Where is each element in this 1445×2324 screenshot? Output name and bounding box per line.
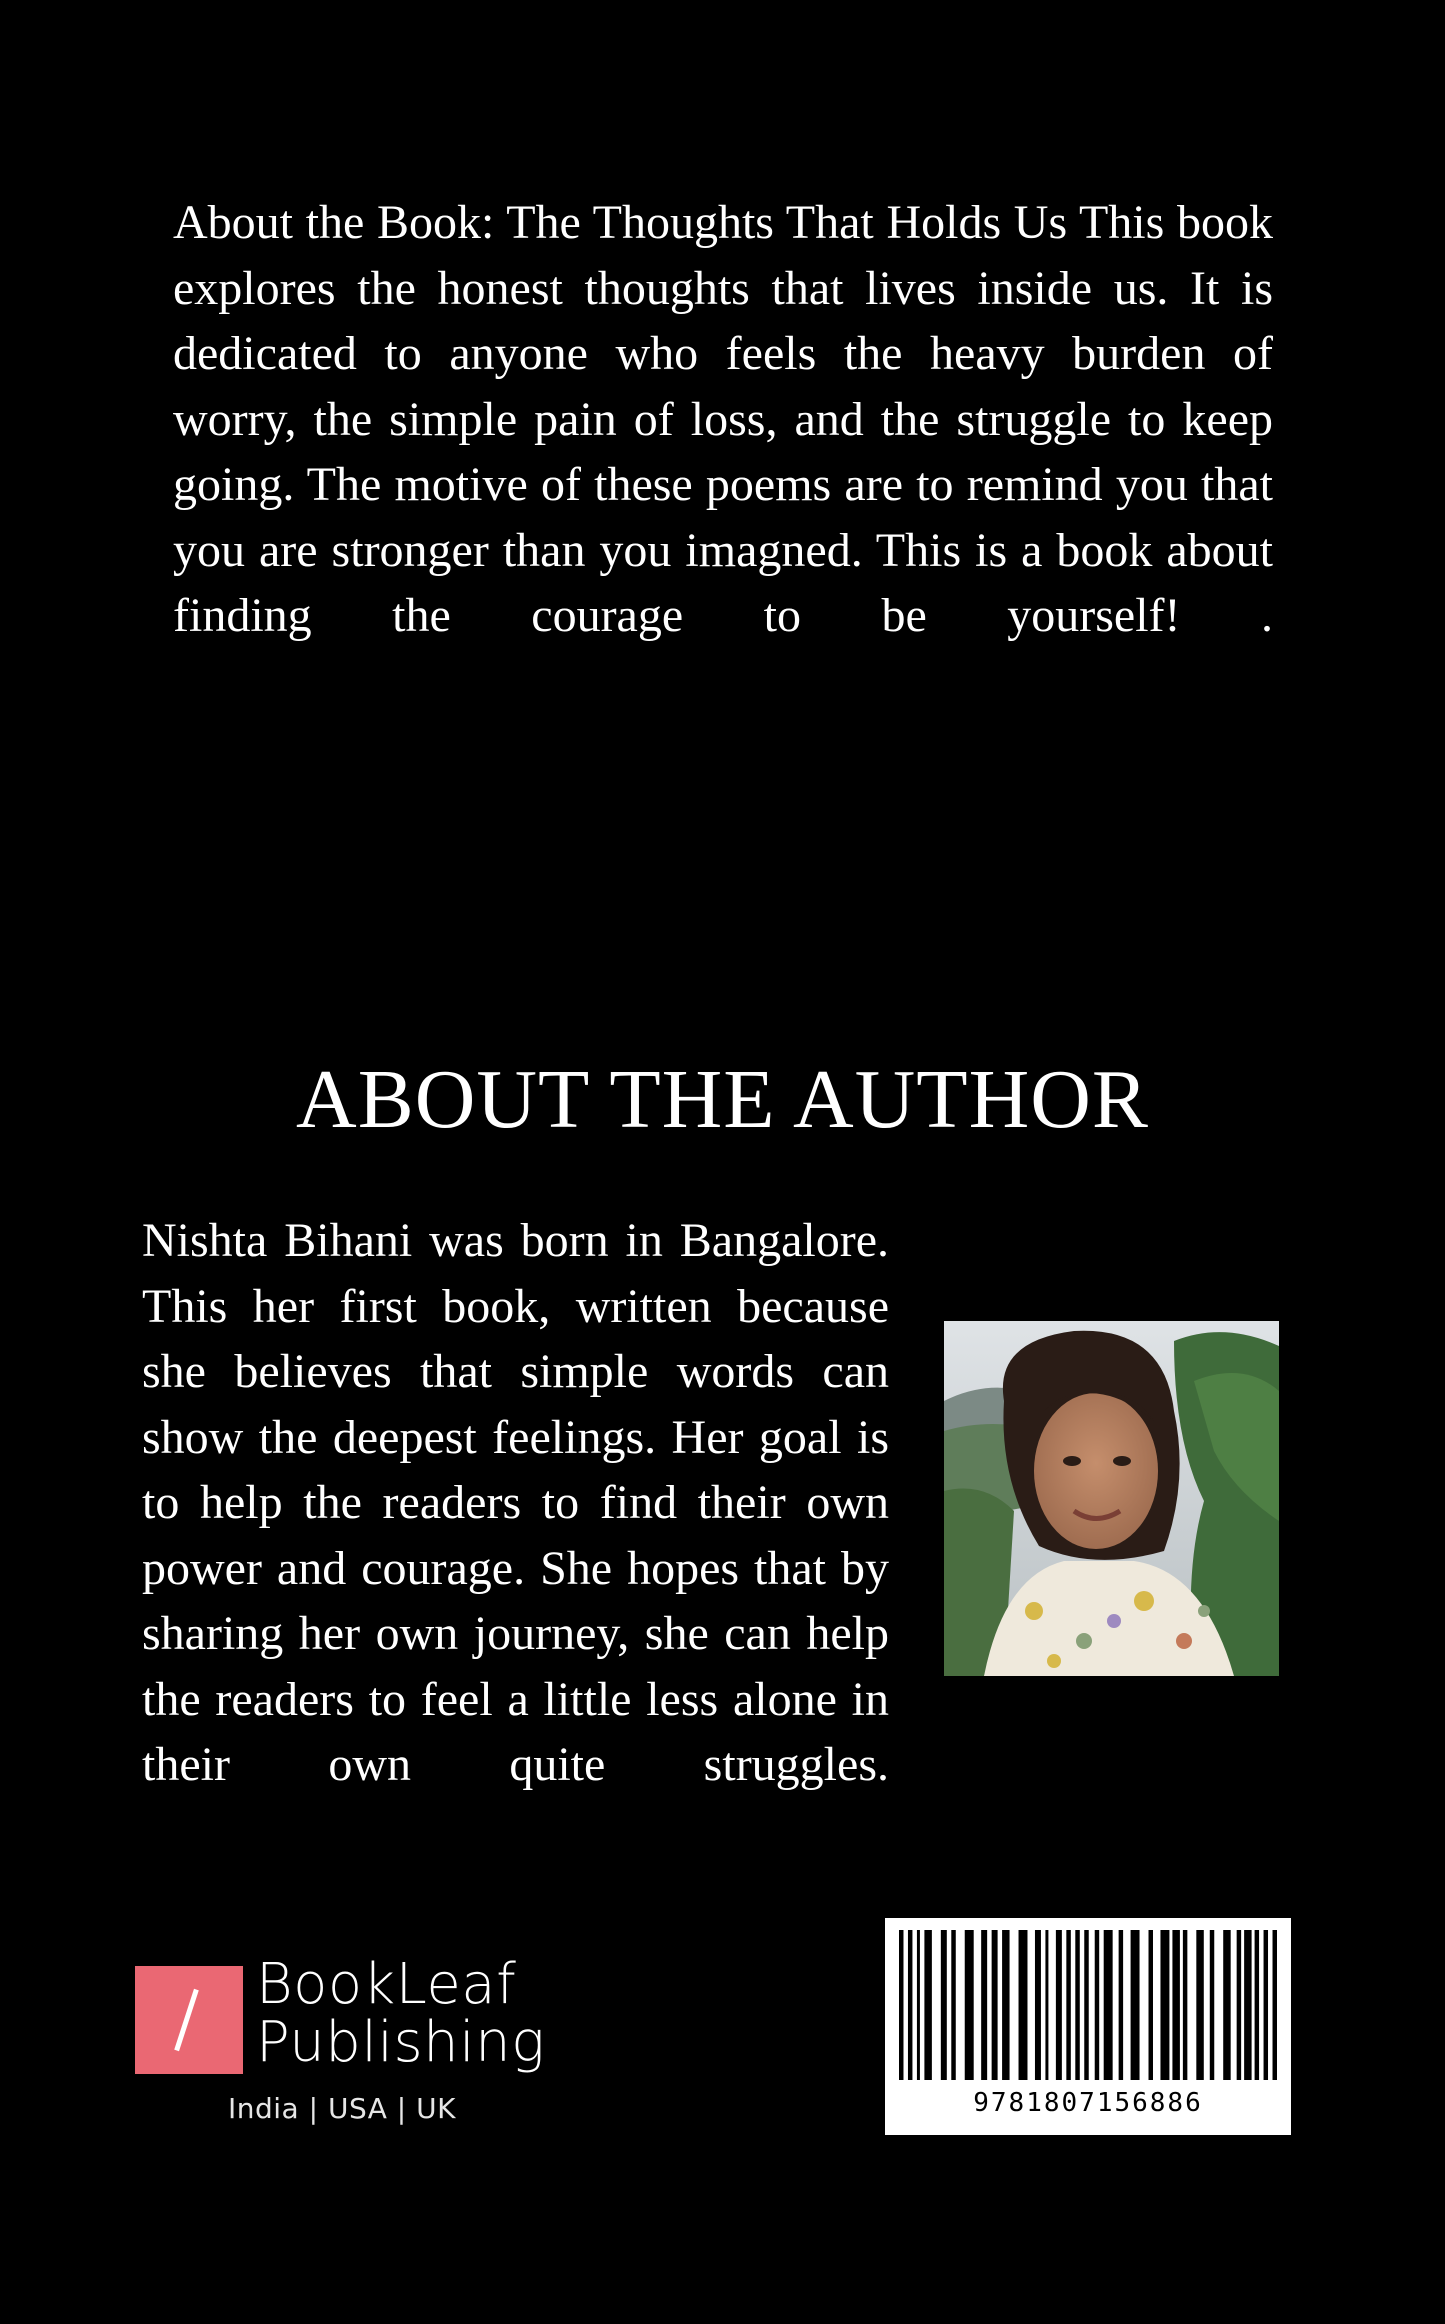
barcode-bar xyxy=(1183,1930,1187,2080)
about-book-text: About the Book: The Thoughts That Holds Us This book explores the honest thoughts that lives inside us. It is dedicated to anyone who feels the heavy burden of worry, the simple pain of loss, and the struggle to keep going. The motive of these poems are to remind you that you are stronger than you imagned. This is a book about finding the courage to be yourself! . xyxy=(173,196,1273,642)
barcode-bar xyxy=(992,1930,998,2080)
barcode-bar xyxy=(1237,1930,1241,2080)
isbn-barcode xyxy=(885,1918,1291,2135)
publisher-logo xyxy=(135,1952,555,2132)
barcode-bar xyxy=(1273,1930,1277,2080)
barcode-bar xyxy=(1119,1930,1123,2080)
barcode-bar xyxy=(1131,1930,1140,2080)
barcode-bar xyxy=(1223,1930,1230,2080)
barcode-bar xyxy=(981,1930,987,2080)
publisher-regions: India | USA | UK xyxy=(228,2092,456,2125)
barcode-bar xyxy=(1160,1930,1169,2080)
barcode-bar xyxy=(1149,1930,1153,2080)
barcode-bar xyxy=(1196,1930,1203,2080)
barcode-bar xyxy=(965,1930,974,2080)
barcode-bar xyxy=(1002,1930,1009,2080)
barcode-bar xyxy=(1066,1930,1070,2080)
barcode-bar xyxy=(1095,1930,1099,2080)
author-photo xyxy=(944,1321,1279,1676)
barcode-bar xyxy=(1035,1930,1041,2080)
barcode-bar xyxy=(924,1930,931,2080)
barcode-bar xyxy=(1075,1930,1079,2080)
barcode-bars xyxy=(895,1930,1281,2080)
barcode-bar xyxy=(1104,1930,1113,2080)
barcode-bar xyxy=(1172,1930,1179,2080)
publisher-name-line1: BookLeaf xyxy=(256,1952,517,2017)
barcode-bar xyxy=(1084,1930,1088,2080)
publisher-name-line2: Publishing xyxy=(256,2010,546,2075)
barcode-bar xyxy=(899,1930,903,2080)
barcode-bar xyxy=(908,1930,912,2080)
about-author-heading: ABOUT THE AUTHOR xyxy=(296,1053,1149,1146)
publisher-logo-mark xyxy=(135,1966,243,2074)
barcode-bar xyxy=(941,1930,947,2080)
barcode-bar xyxy=(1255,1930,1259,2080)
slash-icon xyxy=(174,1989,199,2051)
barcode-bar xyxy=(1045,1930,1048,2080)
barcode-bar xyxy=(1244,1930,1251,2080)
barcode-bar xyxy=(1056,1930,1062,2080)
isbn-number: 9781807156886 xyxy=(973,2088,1203,2118)
barcode-bar xyxy=(1019,1930,1028,2080)
publisher-name xyxy=(256,1952,546,2075)
author-bio-text: Nishta Bihani was born in Bangalore. This her first book, written because she believes that simple words can show the deepest feelings. Her goal is to help the readers to find their own power and courage. She hopes that by sharing her own journey, she can help the readers to feel a little less alone in their own quite struggles. xyxy=(142,1214,889,1791)
barcode-bar xyxy=(1264,1930,1268,2080)
barcode-bar xyxy=(917,1930,920,2080)
barcode-bar xyxy=(1210,1930,1214,2080)
barcode-bar xyxy=(951,1930,955,2080)
